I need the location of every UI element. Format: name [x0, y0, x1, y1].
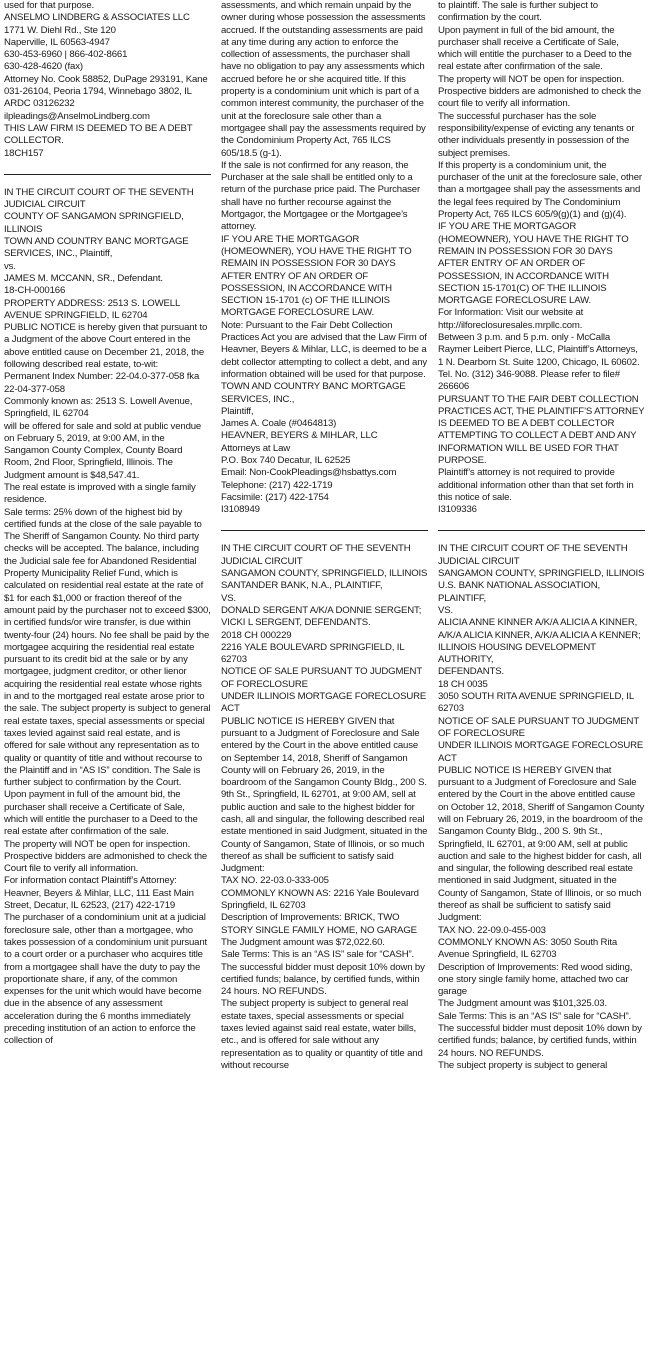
notice-text: I3108949	[221, 504, 260, 516]
notice-text: James A. Coale (#0464813)	[221, 418, 337, 430]
notice-text: JAMES M. MCCANN, SR., Defendant.	[4, 272, 163, 284]
notice-text: Facsimile: (217) 422-1754	[221, 491, 329, 503]
notice-column	[438, 0, 645, 1350]
notice-text: COMMONLY KNOWN AS: 2216 Yale Boulevard	[221, 887, 419, 899]
notice-text: Sale Terms: This is an “AS IS” sale for “CASH”. The successful bidder must deposit 10% down by certified funds; balance, by certified funds, within 24 hours. NO REFUNDS.	[221, 949, 425, 998]
notice-text: COUNTY OF SANGAMON SPRINGFIELD, ILLINOIS	[4, 211, 184, 235]
notice-text: NOTICE OF SALE PURSUANT TO JUDGMENT OF FORECLOSURE	[438, 715, 639, 739]
notice-text: For Information: Visit our website at http://ilforeclosuresales.mrpllc.com.	[438, 307, 584, 331]
notice-text: Upon payment in full of the bid amount, the purchaser shall receive a Certificate of Sale, which will entitle the purchaser to a Deed to the real estate after confirmation of the sale.	[438, 24, 632, 73]
notice-text: The property will NOT be open for inspection. Prospective bidders are admonished to check the court file to verify all information.	[438, 73, 642, 110]
notice-text: PURSUANT TO THE FAIR DEBT COLLECTION PRACTICES ACT, THE PLAINTIFF’S ATTORNEY IS DEEMED TO BE A DEBT COLLECTOR ATTEMPTING TO COLLECT A DEBT AND ANY INFORMATION WILL BE USED FOR THAT PURPOSE.	[438, 393, 645, 466]
notice-text: VS.	[221, 592, 237, 604]
notice-text: P.O. Box 740 Decatur, IL 62525	[221, 454, 351, 466]
notice-text: Telephone: (217) 422-1719	[221, 479, 333, 491]
notice-text: COMMONLY KNOWN AS: 3050 South Rita Avenue Springfield, IL 62703	[438, 936, 618, 961]
notice-divider	[438, 530, 645, 531]
notice-text: PUBLIC NOTICE IS HEREBY GIVEN that pursuant to a Judgment of Foreclosure and Sale entered by the Court in the above entitled cause on October 12, 2018, Sheriff of Sangamon County will on February 26, 2019, in the boardroom of the Sangamon County Bldg., 200 S. 9th St., Springfield, IL 62701, at 9:00 AM, sell at public auction and sale to the highest bidder for cash, all and singular, the following described real estate mentioned in said Judgment, situated in the County of Sangamon, State of Illinois, or so much thereof as shall be sufficient to satisfy said Judgment:	[438, 764, 645, 924]
notice-text: HEAVNER, BEYERS & MIHLAR, LLC	[221, 430, 378, 442]
notice-text: DEFENDANTS.	[438, 666, 505, 678]
notice-column	[221, 0, 428, 1350]
legal-notice	[221, 0, 428, 516]
notice-text: VS.	[438, 604, 454, 616]
notice-text: 18 CH 0035	[438, 678, 488, 690]
legal-notice	[438, 543, 645, 1072]
notice-text: IF YOU ARE THE MORTGAGOR (HOMEOWNER), YOU HAVE THE RIGHT TO REMAIN IN POSSESSION FOR 30 DAYS AFTER ENTRY OF AN ORDER OF POSSESSION, IN ACCORDANCE WITH SECTION 15-1701 (c) OF THE ILLINOIS MORTGAGE FORECLOSURE LAW.	[221, 233, 412, 319]
notice-divider	[221, 530, 428, 531]
notice-text: IN THE CIRCUIT COURT OF THE SEVENTH JUDICIAL CIRCUIT	[438, 543, 628, 567]
notice-text: SANGAMON COUNTY, SPRINGFIELD, ILLINOIS	[221, 568, 428, 580]
notice-text: Description of Improvements: Red wood siding, one story single family home, attached two car garage	[438, 961, 633, 998]
notice-text: For information contact Plaintiff’s Attorney: Heavner, Beyers & Mihlar, LLC, 111 East Main Street, Decatur, IL 62523, (217) 422-1719	[4, 875, 194, 912]
notice-text: will be offered for sale and sold at public vendue on February 5, 2019, at 9:00 AM, in the Sangamon County Complex, County Board Room, 2nd Floor, Springfield, Illinois. The Judgment amount is $48,547.41.	[4, 420, 202, 481]
notice-text: The Judgment amount was $101,325.03.	[438, 998, 608, 1010]
notice-text: Commonly known as: 2513 S. Lowell Avenue, Springfield, IL 62704	[4, 395, 193, 420]
notice-text: 630-453-6960 | 866-402-8661	[4, 49, 128, 61]
notice-text: UNDER ILLINOIS MORTGAGE FORECLOSURE ACT	[221, 691, 427, 715]
notice-text: used for that purpose.	[4, 0, 95, 11]
notice-text: 2018 CH 000229	[221, 629, 292, 641]
notice-text: NOTICE OF SALE PURSUANT TO JUDGMENT OF FORECLOSURE	[221, 666, 422, 690]
notice-text: If this property is a condominium unit, the purchaser of the unit at the foreclosure sale, other than a mortgagee shall pay the assessments and the legal fees required by The Condominium Property Act, 765 ILCS 605/9(g)(1) and (g)(4).	[438, 159, 642, 221]
legal-notice	[438, 0, 645, 516]
notice-text: SANTANDER BANK, N.A., PLAINTIFF,	[221, 580, 383, 592]
notice-text: 630-428-4620 (fax)	[4, 61, 83, 73]
notice-text: Plaintiff’s attorney is not required to provide additional information other than that set forth in this notice of sale.	[438, 467, 634, 503]
notice-text: PUBLIC NOTICE IS HEREBY GIVEN that pursuant to a Judgment of Foreclosure and Sale entered by the Court in the above entitled cause on September 14, 2018, Sheriff of Sangamon County will on February 26, 2019, in the boardroom of the Sangamon County Bldg., 200 S. 9th St., Springfield, IL 62701, at 9:00 AM, sell at public auction and sale to the highest bidder for cash, all and singular, the following described real estate mentioned in said Judgment, situated in the County of Sangamon, State of Illinois, or so much thereof as shall be sufficient to satisfy said Judgment:	[221, 715, 428, 875]
notice-text: The purchaser of a condominium unit at a judicial foreclosure sale, other than a mortgagee, who takes possession of a condominium unit pursuant to a court order or a purchaser who acquires title from a mortgagee shall have the duty to pay the proportionate share, if any, of the common expenses for the unit which would have become due in the absence of any assessment acceleration during the 6 months immediately preceding institution of an action to enforce the collection of	[4, 912, 208, 1047]
notice-text: ilpleadings@AnselmoLindberg.com	[4, 110, 150, 122]
notice-text: The subject property is subject to general real estate taxes, special assessments or special taxes levied against said real estate, water bills, etc., and is offered for sale without any representation as to quality or quantity of title and without recourse	[221, 998, 423, 1071]
notice-text: UNDER ILLINOIS MORTGAGE FORECLOSURE ACT	[438, 740, 644, 764]
notice-text: 3050 SOUTH RITA AVENUE SPRINGFIELD, IL 62703	[438, 691, 634, 715]
notice-text: Springfield, IL 62703	[221, 900, 306, 912]
notice-text: The subject property is subject to general	[438, 1059, 608, 1071]
notice-text: PUBLIC NOTICE is hereby given that pursuant to a Judgment of the above Court entered in the above entitled cause on December 21, 2018, the following described real estate, to-wit:	[4, 322, 208, 371]
notice-text: The real estate is improved with a single family residence.	[4, 481, 196, 506]
notice-text: The property will NOT be open for inspection. Prospective bidders are admonished to check the Court file to verify all information.	[4, 838, 208, 875]
notice-text: TAX NO. 22-03.0-333-005	[221, 875, 329, 887]
notice-text: TOWN AND COUNTRY BANC MORTGAGE SERVICES, INC., Plaintiff,	[4, 236, 189, 260]
notice-text: The Judgment amount was $72,022.60.	[221, 936, 385, 948]
notice-text: DONALD SERGENT A/K/A DONNIE SERGENT; VICKI L SERGENT, DEFENDANTS.	[221, 604, 422, 629]
notice-text: 2216 YALE BOULEVARD SPRINGFIELD, IL 62703	[221, 641, 405, 666]
notice-text: SANGAMON COUNTY, SPRINGFIELD, ILLINOIS	[438, 568, 645, 580]
notice-text: Email: Non-CookPleadings@hsbattys.com	[221, 467, 397, 479]
notice-text: IN THE CIRCUIT COURT OF THE SEVENTH JUDICIAL CIRCUIT	[4, 186, 194, 211]
notice-text: Sale terms: 25% down of the highest bid by certified funds at the close of the sale payable to The Sheriff of Sangamon County. No third party checks will be accepted. The balance, including the Judicial sale fee for Abandoned Residential Property Municipality Relief Fund, which is calculated on residential real estate at the rate of $1 for each $1,000 or fraction thereof of the amount paid by the purchaser not to exceed $300, in certified funds/or wire transfer, is due within twenty-four (24) hours. No fee shall be paid by the mortgagee acquiring the residential real estate pursuant to its credit bid at the sale or by any mortgagee, judgment creditor, or other lienor acquiring the residential real estate whose rights in and to the mortgaged real estate arose prior to the sale. The subject property is subject to general real estate taxes, special assessments or special taxes levied against said real estate, and is offered for sale without any representation as to quality or quantity of title and without recourse to the Plaintiff and in “AS IS” condition. The Sale is further subject to confirmation by the Court.	[4, 506, 211, 789]
notice-text: PROPERTY ADDRESS: 2513 S. LOWELL AVENUE SPRINGFIELD, IL 62704	[4, 297, 180, 321]
notice-text: IF YOU ARE THE MORTGAGOR (HOMEOWNER), YOU HAVE THE RIGHT TO REMAIN IN POSSESSION FOR 30 DAYS AFTER ENTRY OF AN ORDER OF POSSESSION, IN ACCORDANCE WITH SECTION 15-1701(C) OF THE ILLINOIS MORTGAGE FORECLOSURE LAW.	[438, 221, 629, 307]
legal-notice	[4, 0, 211, 160]
notice-text: Between 3 p.m. and 5 p.m. only - McCalla Raymer Leibert Pierce, LLC, Plaintiff’s Attorneys, 1 N. Dearborn St. Suite 1200, Chicago, IL 60602. Tel. No. (312) 346-9088. Please refer to file# 266606	[438, 332, 640, 393]
notice-text: ALICIA ANNE KINNER A/K/A ALICIA A KINNER, A/K/A ALICIA KINNER, A/K/A ALICIA A KENNER; ILLINOIS HOUSING DEVELOPMENT AUTHORITY,	[438, 617, 641, 666]
notice-text: I3109336	[438, 504, 477, 516]
notice-text: Sale Terms: This is an “AS IS” sale for “CASH”. The successful bidder must deposit 10% down by certified funds; balance, by certified funds, within 24 hours. NO REFUNDS.	[438, 1010, 642, 1059]
notice-column	[4, 0, 211, 1350]
notice-text: Permanent Index Number: 22-04.0-377-058 fka 22-04-377-058	[4, 371, 200, 395]
notice-divider	[4, 174, 211, 175]
notice-text: 18-CH-000166	[4, 285, 66, 297]
notice-text: Upon payment in full of the amount bid, the purchaser shall receive a Certificate of Sale, which will entitle the purchaser to a Deed to the real estate after confirmation of the sale.	[4, 789, 198, 838]
notice-text: Note: Pursuant to the Fair Debt Collection Practices Act you are advised that the Law Firm of Heavner, Beyers & Mihlar, LLC, is deemed to be a debt collector attempting to collect a debt, and any information obtained will be used for that purpose.	[221, 319, 428, 380]
notice-text: TAX NO. 22-09.0-455-003	[438, 924, 546, 936]
legal-notice	[4, 187, 211, 1048]
notice-text: U.S. BANK NATIONAL ASSOCIATION, PLAINTIFF,	[438, 580, 601, 604]
notice-text: to plaintiff. The sale is further subject to confirmation by the court.	[438, 0, 598, 24]
notice-text: If the sale is not confirmed for any reason, the Purchaser at the sale shall be entitled only to a return of the purchase price paid. The Purchaser shall have no further recourse against the Mortgagor, the Mortgagee or the Mortgagee’s attorney.	[221, 159, 421, 233]
notice-text: assessments, and which remain unpaid by the owner during whose possession the assessments accrued. If the outstanding assessments are paid at any time during any action to enforce the collection of assessments, the purchaser shall have no obligation to pay any assessments which accrued before he or she acquired title. If this property is a condominium unit which is part of a common interest community, the purchaser of the unit at the foreclosure sale other than a mortgagee shall pay the assessments required by the Condominium Property Act, 765 ILCS 605/18.5 (g-1).	[221, 0, 426, 159]
notice-text: 18CH157	[4, 147, 44, 159]
notice-text: ANSELMO LINDBERG & ASSOCIATES LLC	[4, 12, 190, 24]
notice-text: THIS LAW FIRM IS DEEMED TO BE A DEBT COLLECTOR.	[4, 122, 193, 147]
notice-text: 1771 W. Diehl Rd., Ste 120	[4, 24, 116, 36]
notice-text: Attorney No. Cook 58852, DuPage 293191, Kane 031-26104, Peoria 1794, Winnebago 3802, IL ARDC 03126232	[4, 73, 208, 110]
notice-text: Description of Improvements: BRICK, TWO STORY SINGLE FAMILY HOME, NO GARAGE	[221, 912, 417, 936]
notice-text: Attorneys at Law	[221, 442, 291, 454]
notice-text: Plaintiff,	[221, 405, 254, 417]
notice-text: IN THE CIRCUIT COURT OF THE SEVENTH JUDICIAL CIRCUIT	[221, 543, 411, 567]
notice-text: vs.	[4, 260, 16, 272]
notice-text: The successful purchaser has the sole responsibility/expense of evicting any tenants or other individuals presently in possession of the subject premises.	[438, 110, 635, 159]
notice-text: TOWN AND COUNTRY BANC MORTGAGE SERVICES, INC.,	[221, 381, 406, 405]
notice-text: Naperville, IL 60563-4947	[4, 36, 110, 48]
legal-notice	[221, 543, 428, 1072]
